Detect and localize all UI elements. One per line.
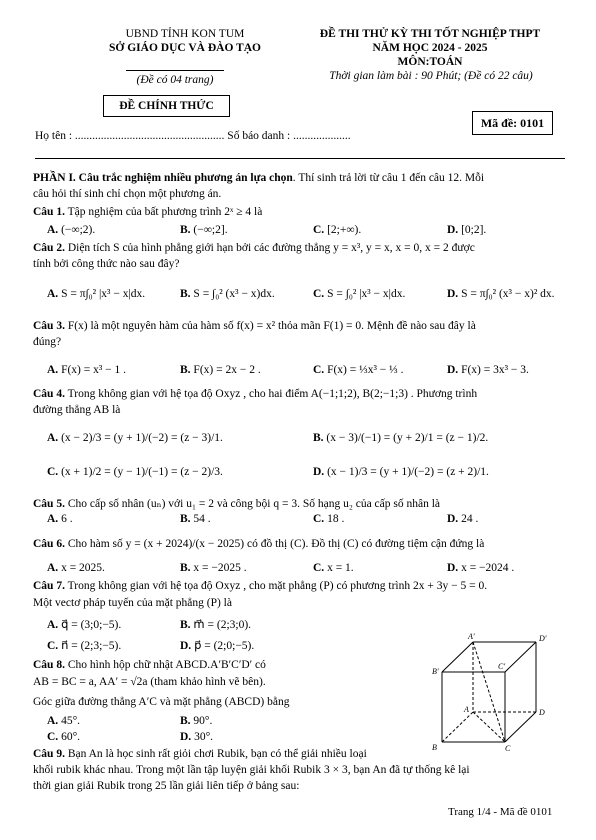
- q9-text2: khối rubik khác nhau. Trong một lần tập luyện giải khối Rubik 3 × 3, bạn An đã tự thống kê lại: [33, 764, 470, 776]
- question-4: [33, 388, 477, 400]
- q9-text3: thời gian giải Rubik trong 25 lần giải liên tiếp ở bảng sau:: [33, 780, 300, 792]
- q1-option-a[interactable]: A. (−∞;2).: [47, 224, 96, 236]
- question-8: [33, 659, 266, 671]
- pages-note: (Đề có 04 trang): [136, 74, 214, 86]
- q6-d-text: x = −2024 .: [461, 562, 515, 574]
- q1-b-text: (−∞;2].: [193, 224, 228, 236]
- q2-a-text: S = π∫₀² |x³ − x|dx.: [61, 288, 146, 300]
- q5-option-c[interactable]: C. 18 .: [313, 513, 345, 525]
- cuboid-figure: [428, 632, 558, 752]
- q4-text1: Trong không gian với hệ tọa độ Oxyz , cho hai điểm A(−1;1;2), B(2;−1;3) . Phương trình: [67, 388, 478, 400]
- q5-option-d[interactable]: D. 24 .: [447, 513, 479, 525]
- vertex-label-d: D: [539, 708, 545, 717]
- q1-option-d[interactable]: D. [0;2].: [447, 224, 487, 236]
- question-9: [33, 748, 367, 760]
- q7-d-text: p⃗ = (2;0;−5).: [194, 640, 255, 652]
- q4-option-d[interactable]: D. (x − 1)/3 = (y + 1)/(−2) = (z + 2)/1.: [313, 466, 489, 478]
- q6-option-c[interactable]: C. x = 1.: [313, 562, 354, 574]
- q2-b-text: S = ∫₀² (x³ − x)dx.: [193, 288, 275, 300]
- q8-option-d[interactable]: D. 30°.: [180, 731, 214, 743]
- vertex-label-a-prime: A′: [468, 632, 475, 641]
- q7-label: Câu 7.: [33, 580, 65, 592]
- q3-option-c[interactable]: C. F(x) = ⅓x³ − ⅓ .: [313, 364, 404, 376]
- q5-text: Cho cấp số nhân (uₙ) với u₁ = 2 và công bội q = 3. Số hạng u₂ của cấp số nhân là: [67, 498, 441, 510]
- q3-text2: đúng?: [33, 336, 62, 348]
- q5-option-a[interactable]: A. 6 .: [47, 513, 73, 525]
- q5-d-text: 24 .: [461, 513, 479, 525]
- q8-d-text: 30°.: [194, 731, 214, 743]
- part1-intro-line1: [33, 172, 484, 184]
- q1-d-text: [0;2].: [461, 224, 487, 236]
- q2-text2: tính bởi công thức nào sau đây?: [33, 258, 180, 270]
- q4-a-text: (x − 2)/3 = (y + 1)/(−2) = (z − 3)/1.: [61, 432, 223, 444]
- q6-label: Câu 6.: [33, 538, 65, 550]
- q9-text1: Bạn An là học sinh rất giỏi chơi Rubik, bạn có thể giải nhiều loại: [67, 748, 367, 760]
- q3-text1: F(x) là một nguyên hàm của hàm số f(x) = x² thỏa mãn F(1) = 0. Mệnh đề nào sau đây là: [67, 320, 476, 332]
- q2-c-text: S = ∫₀² |x³ − x|dx.: [327, 288, 406, 300]
- q2-option-d[interactable]: D. S = π∫₀² (x³ − x)² dx.: [447, 288, 555, 300]
- q3-label: Câu 3.: [33, 320, 65, 332]
- q7-option-c[interactable]: C. n⃗ = (2;3;−5).: [47, 640, 122, 652]
- q4-d-text: (x − 1)/3 = (y + 1)/(−2) = (z + 2)/1.: [327, 466, 489, 478]
- question-2: [33, 242, 475, 254]
- q3-option-b[interactable]: B. F(x) = 2x − 2 .: [180, 364, 261, 376]
- q8-option-c[interactable]: C. 60°.: [47, 731, 81, 743]
- official-badge: ĐỀ CHÍNH THỨC: [103, 95, 230, 117]
- q9-label: Câu 9.: [33, 748, 65, 760]
- q6-c-text: x = 1.: [327, 562, 354, 574]
- q1-text: Tập nghiệm của bất phương trình 2ˣ ≥ 4 là: [67, 206, 263, 218]
- q8-a-text: 45°.: [61, 715, 81, 727]
- q1-a-text: (−∞;2).: [61, 224, 96, 236]
- q8-b-text: 90°.: [193, 715, 213, 727]
- q7-option-a[interactable]: A. q⃗ = (3;0;−5).: [47, 619, 122, 631]
- q8-text1: Cho hình hộp chữ nhật ABCD.A′B′C′D′ có: [67, 659, 266, 671]
- header-right-line3: MÔN:TOÁN: [397, 56, 463, 68]
- q6-text: Cho hàm số y = (x + 2024)/(x − 2025) có đồ thị (C). Đồ thị (C) có đường tiệm cận đứng là: [67, 538, 485, 550]
- q3-option-a[interactable]: A. F(x) = x³ − 1 .: [47, 364, 127, 376]
- q5-option-b[interactable]: B. 54 .: [180, 513, 211, 525]
- q8-label: Câu 8.: [33, 659, 65, 671]
- vertex-label-a: A: [464, 705, 469, 714]
- q3-option-d[interactable]: D. F(x) = 3x³ − 3.: [447, 364, 529, 376]
- q4-b-text: (x − 3)/(−1) = (y + 2)/1 = (z − 1)/2.: [326, 432, 489, 444]
- vertex-label-b-prime: B′: [432, 667, 439, 676]
- header-right-line4: Thời gian làm bài : 90 Phút; (Đề có 22 câu): [329, 70, 533, 82]
- q6-option-b[interactable]: B. x = −2025 .: [180, 562, 247, 574]
- question-5: [33, 496, 440, 510]
- q1-label: Câu 1.: [33, 206, 65, 218]
- q2-option-c[interactable]: C. S = ∫₀² |x³ − x|dx.: [313, 288, 406, 300]
- question-3: [33, 320, 476, 332]
- name-field: Họ tên : .................................................... Số báo danh : ....................: [35, 130, 351, 142]
- header-right-line1: ĐỀ THI THỬ KỲ THI TỐT NGHIỆP THPT: [319, 28, 541, 40]
- q3-b-text: F(x) = 2x − 2 .: [193, 364, 261, 376]
- q5-c-text: 18 .: [327, 513, 345, 525]
- q1-c-text: [2;+∞).: [327, 224, 362, 236]
- q2-text1: Diện tích S của hình phẳng giới hạn bởi các đường thẳng y = x³, y = x, x = 0, x = 2 được: [67, 242, 475, 254]
- q3-d-text: F(x) = 3x³ − 3.: [461, 364, 529, 376]
- q8-option-a[interactable]: A. 45°.: [47, 715, 81, 727]
- q4-c-text: (x + 1)/2 = (y − 1)/(−1) = (z − 2)/3.: [61, 466, 223, 478]
- q4-text2: đường thẳng AB là: [33, 404, 121, 416]
- exam-code-badge: Mã đề: 0101: [472, 111, 553, 135]
- q7-option-d[interactable]: D. p⃗ = (2;0;−5).: [180, 640, 255, 652]
- q8-c-text: 60°.: [61, 731, 81, 743]
- vertex-label-c-prime: C′: [498, 662, 506, 671]
- q1-option-c[interactable]: C. [2;+∞).: [313, 224, 362, 236]
- q4-option-a[interactable]: A. (x − 2)/3 = (y + 1)/(−2) = (z − 3)/1.: [47, 432, 223, 444]
- q4-option-c[interactable]: C. (x + 1)/2 = (y − 1)/(−1) = (z − 2)/3.: [47, 466, 223, 478]
- q7-option-b[interactable]: B. m⃗ = (2;3;0).: [180, 619, 252, 631]
- question-6: [33, 538, 484, 550]
- q4-label: Câu 4.: [33, 388, 65, 400]
- q6-option-d[interactable]: D. x = −2024 .: [447, 562, 515, 574]
- part1-intro-line2: câu hỏi thí sinh chỉ chọn một phương án.: [33, 188, 222, 200]
- q2-option-a[interactable]: A. S = π∫₀² |x³ − x|dx.: [47, 288, 146, 300]
- header-left-line2: SỞ GIÁO DỤC VÀ ĐÀO TẠO: [109, 42, 261, 54]
- header-left-line1: UBND TỈNH KON TUM: [125, 28, 245, 40]
- header-rule: [35, 158, 565, 159]
- q6-option-a[interactable]: A. x = 2025.: [47, 562, 105, 574]
- q8-text3: Góc giữa đường thẳng A′C và mặt phẳng (ABCD) bằng: [33, 696, 290, 708]
- q7-c-text: n⃗ = (2;3;−5).: [61, 640, 122, 652]
- q6-b-text: x = −2025 .: [193, 562, 247, 574]
- part1-title: PHẦN I. Câu trắc nghiệm nhiều phương án lựa chọn: [33, 172, 293, 184]
- header-divider: [126, 70, 224, 71]
- header-right-line2: NĂM HỌC 2024 - 2025: [372, 42, 488, 54]
- q5-a-text: 6 .: [61, 513, 73, 525]
- q5-label: Câu 5.: [33, 498, 65, 510]
- vertex-label-b: B: [432, 743, 437, 752]
- q7-b-text: m⃗ = (2;3;0).: [193, 619, 252, 631]
- q5-b-text: 54 .: [193, 513, 211, 525]
- q8-text2: AB = BC = a, AA′ = √2a (tham khảo hình vẽ bên).: [33, 676, 266, 688]
- q7-text1: Trong không gian với hệ tọa độ Oxyz , cho mặt phẳng (P) có phương trình 2x + 3y − 5 = 0.: [67, 580, 488, 592]
- q2-d-text: S = π∫₀² (x³ − x)² dx.: [461, 288, 555, 300]
- vertex-label-d-prime: D′: [539, 634, 547, 643]
- q2-option-b[interactable]: B. S = ∫₀² (x³ − x)dx.: [180, 288, 275, 300]
- vertex-label-c: C: [505, 744, 511, 752]
- question-1: [33, 206, 262, 218]
- q7-a-text: q⃗ = (3;0;−5).: [61, 619, 122, 631]
- q3-a-text: F(x) = x³ − 1 .: [61, 364, 127, 376]
- q2-label: Câu 2.: [33, 242, 65, 254]
- q3-c-text: F(x) = ⅓x³ − ⅓ .: [327, 364, 404, 376]
- part1-intro: . Thí sinh trả lời từ câu 1 đến câu 12. Mỗi: [292, 172, 485, 184]
- q4-option-b[interactable]: B. (x − 3)/(−1) = (y + 2)/1 = (z − 1)/2.: [313, 432, 489, 444]
- q8-option-b[interactable]: B. 90°.: [180, 715, 213, 727]
- question-7: [33, 580, 487, 592]
- q7-text2: Một vectơ pháp tuyến của mặt phẳng (P) là: [33, 597, 232, 609]
- q6-a-text: x = 2025.: [61, 562, 105, 574]
- page-footer: Trang 1/4 - Mã đề 0101: [448, 806, 553, 818]
- q1-option-b[interactable]: B. (−∞;2].: [180, 224, 228, 236]
